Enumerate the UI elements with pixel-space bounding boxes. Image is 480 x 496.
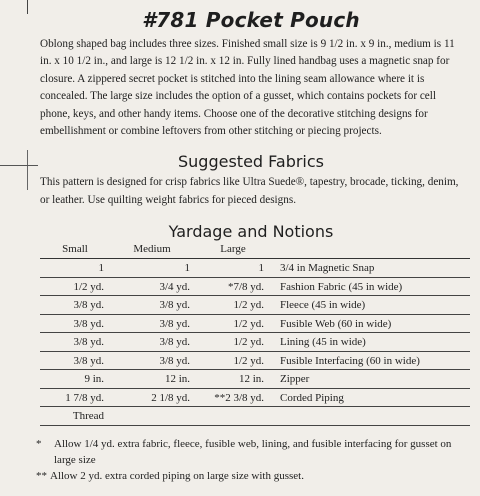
cell-small: 1 7/8 yd. xyxy=(40,388,110,407)
footnote-mark: * xyxy=(36,437,42,450)
table-row xyxy=(40,277,470,296)
pattern-page xyxy=(36,0,466,484)
table-row xyxy=(40,296,470,315)
column-header-medium: Medium xyxy=(110,243,194,259)
column-header-small: Small xyxy=(40,243,110,259)
cell-large: 1/2 yd. xyxy=(194,314,272,333)
cell-large: 1/2 yd. xyxy=(194,333,272,352)
table-row xyxy=(40,351,470,370)
suggested-fabrics-heading: Suggested Fabrics xyxy=(178,152,324,172)
cell-small: 3/8 yd. xyxy=(40,296,110,315)
cell-medium: 3/8 yd. xyxy=(110,314,194,333)
column-header-large: Large xyxy=(194,243,272,259)
cell-small: 9 in. xyxy=(40,370,110,389)
cell-item: Zipper xyxy=(272,370,470,389)
cell-item: Fashion Fabric (45 in wide) xyxy=(272,277,470,296)
cell-large xyxy=(194,407,272,426)
cell-large: 1/2 yd. xyxy=(194,351,272,370)
cell-medium: 3/8 yd. xyxy=(110,333,194,352)
table-row xyxy=(40,370,470,389)
table-row xyxy=(40,407,470,426)
cell-medium: 3/4 yd. xyxy=(110,277,194,296)
cell-medium: 12 in. xyxy=(110,370,194,389)
footnote-gusset xyxy=(36,436,466,468)
crop-mark-top xyxy=(27,0,28,14)
cell-small: 1 xyxy=(40,259,110,278)
page-title: #781 Pocket Pouch xyxy=(142,8,360,32)
cell-large: 1 xyxy=(194,259,272,278)
cell-small: Thread xyxy=(40,407,110,426)
table-header-row xyxy=(40,243,470,259)
footnote-text: Allow 2 yd. extra corded piping on large size with gusset. xyxy=(50,469,304,482)
cell-item xyxy=(272,407,470,426)
cell-large: 1/2 yd. xyxy=(194,296,272,315)
cell-small: 3/8 yd. xyxy=(40,351,110,370)
footnote-text: Allow 1/4 yd. extra fabric, fleece, fusible web, lining, and fusible interfacing for gusset on large size xyxy=(54,437,452,466)
cell-item: 3/4 in Magnetic Snap xyxy=(272,259,470,278)
fabrics-paragraph: This pattern is designed for crisp fabrics like Ultra Suede®, tapestry, brocade, ticking, denim, or leather. Use quilting weight fabrics for pieced designs. xyxy=(40,176,459,206)
crop-mark-left xyxy=(0,165,38,166)
cell-large: *7/8 yd. xyxy=(194,277,272,296)
cell-medium xyxy=(110,407,194,426)
cell-large: **2 3/8 yd. xyxy=(194,388,272,407)
column-header-item xyxy=(272,243,470,259)
cell-item: Corded Piping xyxy=(272,388,470,407)
cell-small: 3/8 yd. xyxy=(40,333,110,352)
table-row xyxy=(40,333,470,352)
cell-medium: 3/8 yd. xyxy=(110,296,194,315)
footnote-piping xyxy=(36,468,466,484)
cell-item: Lining (45 in wide) xyxy=(272,333,470,352)
cell-medium: 3/8 yd. xyxy=(110,351,194,370)
cell-small: 3/8 yd. xyxy=(40,314,110,333)
footnote-mark: ** xyxy=(36,469,47,482)
footnotes xyxy=(36,436,466,484)
crop-mark-left-vertical xyxy=(27,150,28,190)
cell-item: Fleece (45 in wide) xyxy=(272,296,470,315)
description-paragraph: Oblong shaped bag includes three sizes. Finished small size is 9 1/2 in. x 9 in., medium is 11 in. x 10 1/2 in., and large is 12 1/2 in. x 12 in. Fully lined handbag uses a magnetic snap for closure. A zippered secret pocket is stitched into the lining seam allowance where it is concealed. The large size includes the option of a gusset, which contains pockets for cell phone, keys, and other handy items. Choose one of the decorative stitching designs for embellishment or combine leftovers from other stitching or piecing projects. xyxy=(40,38,455,138)
cell-small: 1/2 yd. xyxy=(40,277,110,296)
cell-item: Fusible Interfacing (60 in wide) xyxy=(272,351,470,370)
cell-large: 12 in. xyxy=(194,370,272,389)
yardage-heading: Yardage and Notions xyxy=(168,222,334,242)
cell-medium: 2 1/8 yd. xyxy=(110,388,194,407)
cell-medium: 1 xyxy=(110,259,194,278)
yardage-table xyxy=(40,243,470,426)
table-row xyxy=(40,388,470,407)
cell-item: Fusible Web (60 in wide) xyxy=(272,314,470,333)
table-row xyxy=(40,314,470,333)
table-row xyxy=(40,259,470,278)
